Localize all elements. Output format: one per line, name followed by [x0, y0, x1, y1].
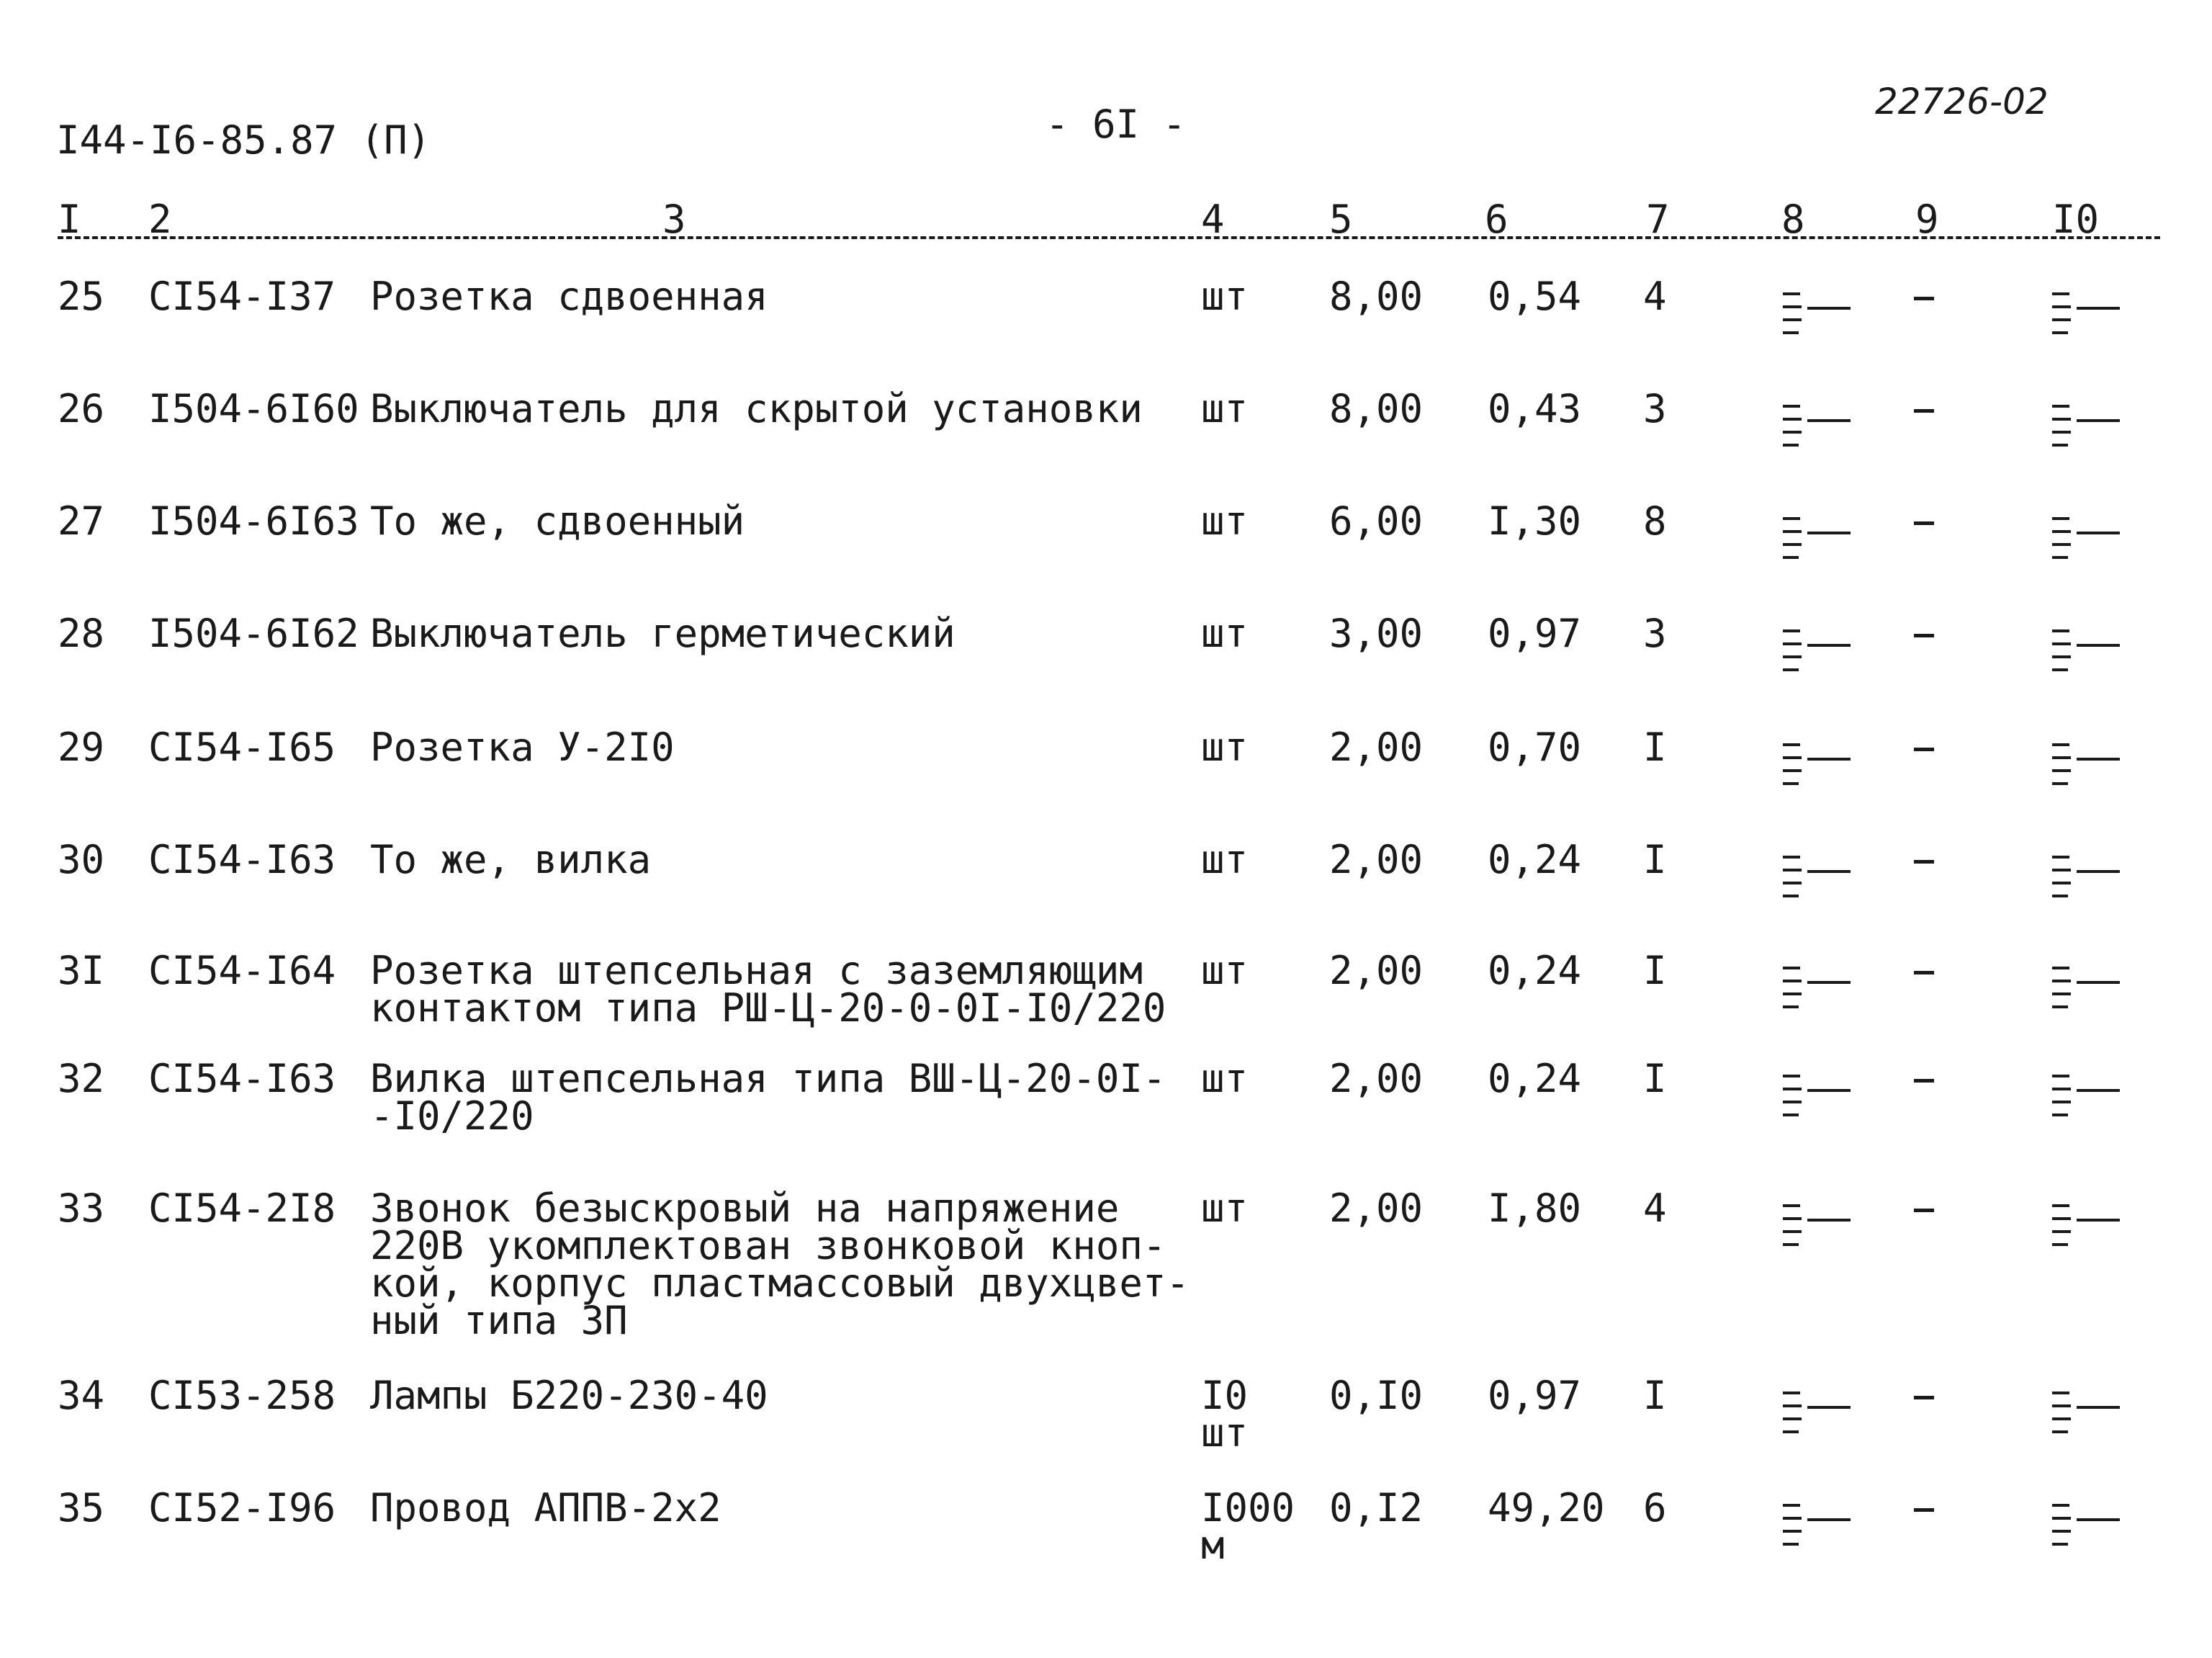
item-unit: I000 — [1201, 1485, 1295, 1531]
column-8-ditto-mark — [1783, 517, 1855, 562]
column-5-value: 0,I0 — [1329, 1373, 1424, 1418]
column-10-ditto-mark — [2052, 967, 2124, 1011]
item-code: CI54-I37 — [148, 274, 336, 319]
column-8-ditto-mark — [1783, 405, 1855, 449]
column-7-value: I — [1643, 948, 1667, 993]
column-5-value: 6,00 — [1329, 498, 1424, 544]
item-name-line: То же, сдвоенный — [370, 498, 745, 544]
item-unit: шт — [1201, 1410, 1249, 1456]
item-unit: I0 — [1201, 1373, 1249, 1418]
column-10-ditto-mark — [2052, 856, 2124, 900]
column-5-value: 2,00 — [1329, 837, 1424, 882]
item-name-line: Звонок безыскровый на напряжение — [370, 1186, 1120, 1231]
item-unit: шт — [1201, 948, 1249, 993]
item-unit: шт — [1201, 498, 1249, 544]
document-code: I44-I6-85.87 (П) — [56, 117, 431, 163]
row-number: 35 — [58, 1485, 105, 1531]
row-number: 3I — [58, 948, 105, 993]
item-unit: шт — [1201, 274, 1249, 319]
column-7-value: I — [1643, 1056, 1667, 1101]
row-number: 25 — [58, 274, 105, 319]
column-7-value: 3 — [1643, 386, 1667, 431]
column-header-9: 9 — [1915, 197, 1939, 242]
row-number: 34 — [58, 1373, 105, 1418]
column-header-5: 5 — [1329, 197, 1353, 242]
row-number: 30 — [58, 837, 105, 882]
item-name-line: Выключатель герметический — [370, 611, 956, 656]
column-6-value: 0,43 — [1488, 386, 1582, 431]
column-8-ditto-mark — [1783, 629, 1855, 674]
column-6-value: 0,70 — [1488, 725, 1582, 770]
item-name-line: ный типа ЗП — [370, 1298, 628, 1343]
column-5-value: 2,00 — [1329, 1186, 1424, 1231]
column-8-ditto-mark — [1783, 1204, 1855, 1249]
column-10-ditto-mark — [2052, 405, 2124, 449]
item-name-line: Лампы Б220-230-40 — [370, 1373, 768, 1418]
item-code: CI54-I63 — [148, 837, 336, 882]
item-unit: шт — [1201, 725, 1249, 770]
column-header-8: 8 — [1781, 197, 1805, 242]
item-unit: шт — [1201, 386, 1249, 431]
item-code: CI53-258 — [148, 1373, 336, 1418]
column-6-value: 0,24 — [1488, 948, 1582, 993]
item-name-line: То же, вилка — [370, 837, 652, 882]
item-name-line: Выключатель для скрытой установки — [370, 386, 1143, 431]
item-unit: шт — [1201, 1186, 1249, 1231]
item-name-line: Провод АППВ-2х2 — [370, 1485, 721, 1531]
column-header-2: 2 — [148, 197, 172, 242]
column-5-value: 8,00 — [1329, 386, 1424, 431]
column-7-value: 4 — [1643, 274, 1667, 319]
column-7-value: 6 — [1643, 1485, 1667, 1531]
item-unit: шт — [1201, 837, 1249, 882]
item-code: CI54-2I8 — [148, 1186, 336, 1231]
column-6-value: 0,24 — [1488, 837, 1582, 882]
item-code: I504-6I62 — [148, 611, 359, 656]
item-code: I504-6I60 — [148, 386, 359, 431]
item-unit: шт — [1201, 611, 1249, 656]
column-5-value: 0,I2 — [1329, 1485, 1424, 1531]
column-10-ditto-mark — [2052, 1075, 2124, 1119]
item-name-line: 220В укомплектован звонковой кноп- — [370, 1223, 1166, 1268]
column-7-value: I — [1643, 837, 1667, 882]
page-number: - 6I - — [1046, 102, 1187, 147]
column-9-dash — [1914, 748, 1934, 751]
item-name-line: Вилка штепсельная типа ВШ-Ц-20-0I- — [370, 1056, 1166, 1101]
column-7-value: 4 — [1643, 1186, 1667, 1231]
column-9-dash — [1914, 1508, 1934, 1512]
row-number: 26 — [58, 386, 105, 431]
item-name-line: -I0/220 — [370, 1093, 534, 1139]
item-code: CI54-I64 — [148, 948, 336, 993]
column-10-ditto-mark — [2052, 743, 2124, 788]
column-7-value: 3 — [1643, 611, 1667, 656]
column-6-value: 49,20 — [1488, 1485, 1605, 1531]
column-header-4: 4 — [1201, 197, 1225, 242]
column-5-value: 2,00 — [1329, 725, 1424, 770]
item-unit: м — [1201, 1523, 1225, 1568]
column-10-ditto-mark — [2052, 517, 2124, 562]
column-10-ditto-mark — [2052, 1392, 2124, 1436]
column-header-6: 6 — [1485, 197, 1509, 242]
column-10-ditto-mark — [2052, 629, 2124, 674]
column-9-dash — [1914, 409, 1934, 413]
column-10-ditto-mark — [2052, 1504, 2124, 1549]
column-6-value: 0,54 — [1488, 274, 1582, 319]
column-6-value: I,30 — [1488, 498, 1582, 544]
column-6-value: 0,24 — [1488, 1056, 1582, 1101]
column-header-7: 7 — [1646, 197, 1670, 242]
column-5-value: 2,00 — [1329, 1056, 1424, 1101]
column-10-ditto-mark — [2052, 292, 2124, 337]
column-8-ditto-mark — [1783, 743, 1855, 788]
column-5-value: 3,00 — [1329, 611, 1424, 656]
column-8-ditto-mark — [1783, 292, 1855, 337]
column-9-dash — [1914, 297, 1934, 300]
column-6-value: I,80 — [1488, 1186, 1582, 1231]
column-8-ditto-mark — [1783, 1075, 1855, 1119]
column-7-value: I — [1643, 725, 1667, 770]
column-9-dash — [1914, 634, 1934, 637]
header-underline — [58, 236, 2160, 239]
item-code: I504-6I63 — [148, 498, 359, 544]
column-8-ditto-mark — [1783, 1392, 1855, 1436]
column-5-value: 2,00 — [1329, 948, 1424, 993]
column-9-dash — [1914, 971, 1934, 974]
item-unit: шт — [1201, 1056, 1249, 1101]
item-name-line: контактом типа РШ-Ц-20-0-0I-I0/220 — [370, 985, 1166, 1031]
row-number: 33 — [58, 1186, 105, 1231]
column-8-ditto-mark — [1783, 1504, 1855, 1549]
item-code: CI54-I63 — [148, 1056, 336, 1101]
column-10-ditto-mark — [2052, 1204, 2124, 1249]
column-5-value: 8,00 — [1329, 274, 1424, 319]
column-9-dash — [1914, 860, 1934, 864]
item-name-line: кой, корпус пластмассовый двухцвет- — [370, 1260, 1190, 1306]
row-number: 27 — [58, 498, 105, 544]
column-9-dash — [1914, 1396, 1934, 1399]
stamp-number: 22726-02 — [1875, 81, 2049, 122]
row-number: 28 — [58, 611, 105, 656]
column-header-3: 3 — [662, 197, 686, 242]
column-header-10: I0 — [2052, 197, 2100, 242]
row-number: 32 — [58, 1056, 105, 1101]
column-7-value: 8 — [1643, 498, 1667, 544]
item-name-line: Розетка сдвоенная — [370, 274, 768, 319]
row-number: 29 — [58, 725, 105, 770]
column-6-value: 0,97 — [1488, 1373, 1582, 1418]
column-header-1: I — [58, 197, 81, 242]
item-code: CI54-I65 — [148, 725, 336, 770]
column-8-ditto-mark — [1783, 967, 1855, 1011]
item-code: CI52-I96 — [148, 1485, 336, 1531]
column-9-dash — [1914, 521, 1934, 525]
item-name-line: Розетка штепсельная с заземляющим — [370, 948, 1143, 993]
column-7-value: I — [1643, 1373, 1667, 1418]
item-name-line: Розетка У-2I0 — [370, 725, 675, 770]
column-9-dash — [1914, 1079, 1934, 1083]
column-6-value: 0,97 — [1488, 611, 1582, 656]
column-8-ditto-mark — [1783, 856, 1855, 900]
column-9-dash — [1914, 1209, 1934, 1212]
